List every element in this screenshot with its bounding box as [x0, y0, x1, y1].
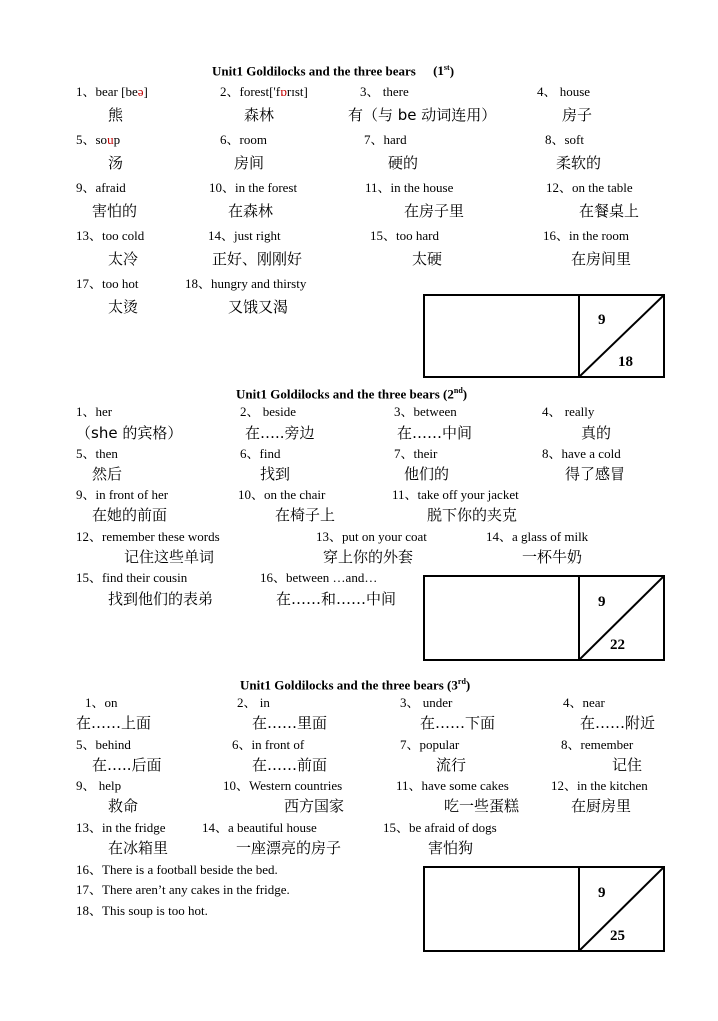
score-box: [423, 294, 665, 378]
vocab-term: 5、soup: [76, 132, 121, 147]
vocab-meaning: 在她的前面: [92, 506, 168, 524]
section-3-title-sup: rd: [457, 677, 466, 686]
vocab-term: 17、too hot: [76, 276, 139, 291]
vocab-meaning: 房间: [234, 154, 265, 172]
vocab-meaning: 一座漂亮的房子: [236, 839, 342, 857]
vocab-term: 2、 in: [237, 695, 270, 710]
section-1-title-close: ): [449, 63, 455, 79]
vocab-meaning: 西方国家: [284, 797, 345, 815]
vocab-term: 3、 under: [400, 695, 453, 710]
section-3-title: [240, 674, 470, 693]
vocab-term: 12、remember these words: [76, 529, 220, 544]
vocab-term: 6、in front of: [232, 737, 305, 752]
vocab-meaning: 在椅子上: [275, 506, 336, 524]
vocab-meaning: 在…..旁边: [245, 424, 315, 442]
vocab-term: 11、take off your jacket: [392, 487, 519, 502]
vocab-term: 3、between: [394, 404, 457, 419]
vocab-term: 1、bear [beə]: [76, 84, 148, 99]
vocab-term: 12、in the kitchen: [551, 778, 648, 793]
vocab-meaning: 真的: [581, 424, 612, 442]
vocab-term: 13、in the fridge: [76, 820, 166, 835]
vocab-term: 9、 help: [76, 778, 122, 793]
vocab-meaning: 森林: [244, 106, 275, 124]
vocab-meaning: 找到: [260, 465, 291, 483]
vocab-term: 2、forest['fɒrɪst]: [220, 84, 308, 99]
vocab-meaning: 在房子里: [404, 202, 465, 220]
score-count: 25: [610, 928, 625, 944]
vocab-meaning: 在厨房里: [571, 797, 632, 815]
vocab-meaning: 脱下你的夹克: [427, 506, 518, 524]
vocab-meaning: 吃一些蛋糕: [444, 797, 520, 815]
vocab-meaning: 在……和……中间: [276, 590, 397, 608]
vocab-meaning: 太烫: [108, 298, 139, 316]
vocab-term: 6、room: [220, 132, 267, 147]
section-2-title: [236, 383, 467, 402]
vocab-meaning: 在餐桌上: [579, 202, 640, 220]
vocab-meaning: 正好、刚刚好: [212, 250, 303, 268]
section-1-title-sup: st: [443, 63, 450, 72]
example-sentence: 16、There is a football beside the bed.: [76, 862, 278, 877]
score-total: 9: [598, 312, 606, 328]
vocab-term: 5、behind: [76, 737, 131, 752]
vocab-meaning: 在森林: [228, 202, 274, 220]
vocab-meaning: （she 的宾格）: [76, 424, 183, 442]
score-cell: [578, 868, 663, 950]
example-sentence: 18、This soup is too hot.: [76, 903, 208, 918]
vocab-meaning: 害怕狗: [428, 839, 474, 857]
vocab-meaning: 在……中间: [397, 424, 473, 442]
vocab-term: 4、 house: [537, 84, 591, 99]
vocab-meaning: 柔软的: [556, 154, 602, 172]
vocab-meaning: 汤: [108, 154, 124, 172]
vocab-term: 15、be afraid of dogs: [383, 820, 497, 835]
vocab-meaning: 在……下面: [420, 714, 496, 732]
score-count: 22: [610, 637, 625, 653]
vocab-meaning: 在……附近: [580, 714, 656, 732]
vocab-meaning: 太硬: [412, 250, 443, 268]
vocab-term: 14、a glass of milk: [486, 529, 589, 544]
vocab-meaning: 记住: [612, 756, 643, 774]
vocab-meaning: 又饿又渴: [228, 298, 289, 316]
vocab-meaning: 穿上你的外套: [323, 548, 414, 566]
section-3-title-main: Unit1 Goldilocks and the three bears (3: [240, 677, 458, 693]
vocab-term: 4、near: [563, 695, 605, 710]
section-1-title: [212, 60, 454, 79]
vocab-meaning: 在……上面: [76, 714, 152, 732]
vocab-term: 6、find: [240, 446, 281, 461]
vocab-term: 10、on the chair: [238, 487, 326, 502]
vocab-meaning: 找到他们的表弟: [108, 590, 214, 608]
section-3-title-close: ): [465, 677, 471, 693]
vocab-term: 18、hungry and thirsty: [185, 276, 307, 291]
vocab-term: 8、soft: [545, 132, 585, 147]
score-box: [423, 575, 665, 661]
vocab-term: 9、in front of her: [76, 487, 169, 502]
vocab-term: 16、in the room: [543, 228, 629, 243]
vocab-term: 9、afraid: [76, 180, 126, 195]
vocab-meaning: 房子: [562, 106, 593, 124]
vocab-meaning: 救命: [108, 797, 139, 815]
vocab-term: 2、 beside: [240, 404, 296, 419]
vocab-term: 12、on the table: [546, 180, 633, 195]
section-2-title-sup: nd: [453, 386, 463, 395]
vocab-meaning: 在房间里: [571, 250, 632, 268]
vocab-meaning: 得了感冒: [565, 465, 626, 483]
score-cell: [578, 296, 663, 376]
vocab-meaning: 流行: [436, 756, 467, 774]
vocab-term: 16、between …and…: [260, 570, 378, 585]
vocab-term: 11、have some cakes: [396, 778, 509, 793]
score-count: 18: [618, 354, 633, 370]
vocab-term: 3、 there: [360, 84, 409, 99]
vocab-meaning: 在……里面: [252, 714, 328, 732]
score-box: [423, 866, 665, 952]
vocab-term: 4、 really: [542, 404, 595, 419]
vocab-term: 10、Western countries: [223, 778, 343, 793]
section-1-title-suffix: (1: [433, 63, 444, 79]
vocab-term: 14、just right: [208, 228, 281, 243]
vocab-term: 13、too cold: [76, 228, 145, 243]
vocab-term: 7、their: [394, 446, 438, 461]
vocab-meaning: 太冷: [108, 250, 139, 268]
score-total: 9: [598, 594, 606, 610]
example-sentence: 17、There aren’t any cakes in the fridge.: [76, 882, 290, 897]
score-cell: [578, 577, 663, 659]
vocab-meaning: 在…..后面: [92, 756, 162, 774]
vocab-meaning: 在冰箱里: [108, 839, 169, 857]
vocab-term: 15、find their cousin: [76, 570, 188, 585]
vocab-meaning: 有（与 be 动词连用）: [348, 106, 497, 124]
vocab-term: 15、too hard: [370, 228, 439, 243]
vocab-term: 11、in the house: [365, 180, 454, 195]
vocab-meaning: 害怕的: [92, 202, 138, 220]
vocab-term: 1、on: [85, 695, 118, 710]
vocab-term: 5、then: [76, 446, 118, 461]
section-2-title-main: Unit1 Goldilocks and the three bears (2: [236, 386, 454, 402]
score-total: 9: [598, 885, 606, 901]
vocab-meaning: 在……前面: [252, 756, 328, 774]
vocab-term: 14、a beautiful house: [202, 820, 317, 835]
section-1-title-main: Unit1 Goldilocks and the three bears: [212, 63, 416, 79]
section-2-title-close: ): [462, 386, 468, 402]
vocab-term: 10、in the forest: [209, 180, 298, 195]
vocab-term: 8、have a cold: [542, 446, 621, 461]
vocab-term: 1、her: [76, 404, 113, 419]
vocab-term: 8、remember: [561, 737, 634, 752]
vocab-term: 13、put on your coat: [316, 529, 427, 544]
vocab-term: 7、hard: [364, 132, 407, 147]
vocab-meaning: 然后: [92, 465, 123, 483]
vocab-meaning: 记住这些单词: [124, 548, 215, 566]
vocab-meaning: 硬的: [388, 154, 419, 172]
vocab-meaning: 一杯牛奶: [522, 548, 583, 566]
vocab-term: 7、popular: [400, 737, 460, 752]
vocab-meaning: 他们的: [404, 465, 450, 483]
vocab-meaning: 熊: [108, 106, 124, 124]
